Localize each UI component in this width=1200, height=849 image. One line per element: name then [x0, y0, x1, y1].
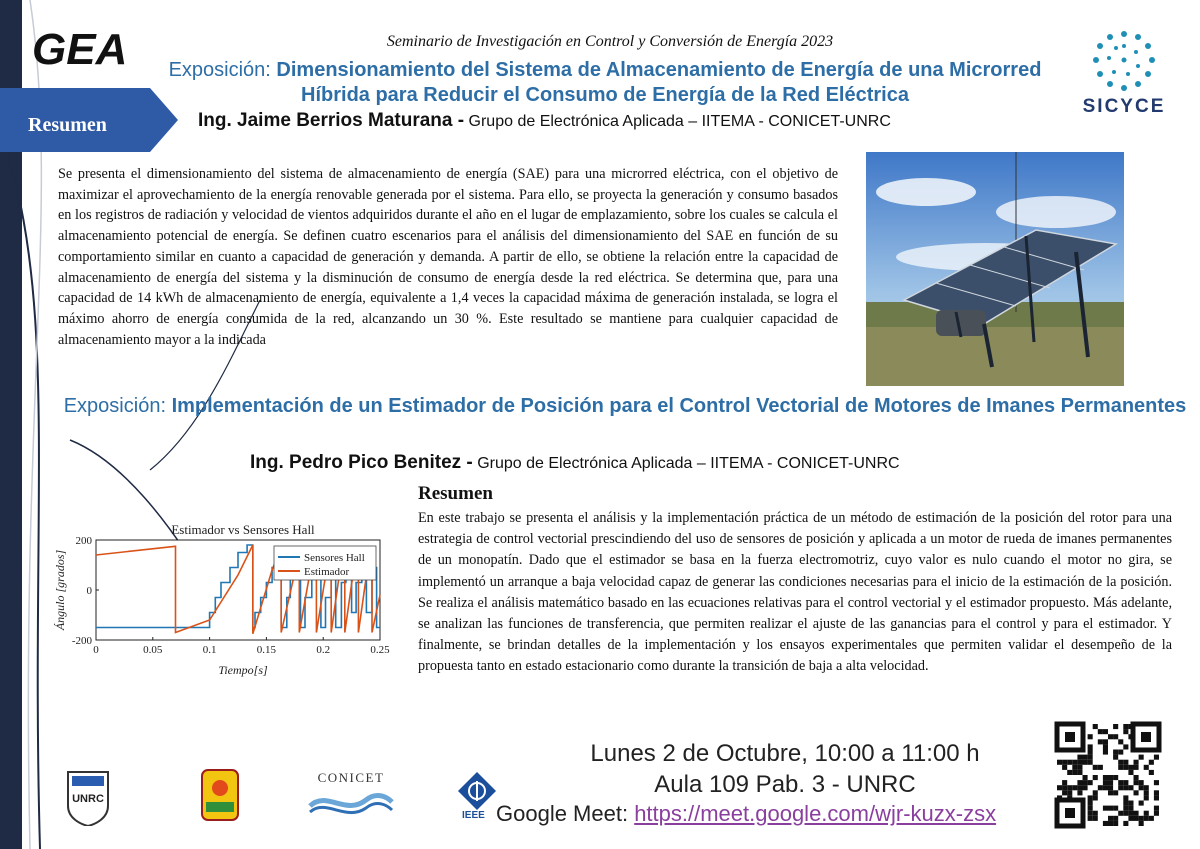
qr-module	[1154, 755, 1159, 760]
talk2-abstract: En este trabajo se presenta el análisis y la implementación práctica de un método de estimación de la posición del rotor para una estrategia de control vectorial prescindiendo del uso de sensores de posición y aplicada a un motor de rueda de imanes permanentes de un monopatín. Dado que el estimador se basa en la fuerza electromotriz, cuyo valor es nulo cuando el motor no gira, se implementó un arranque a baja velocidad capaz de generar las condiciones necesarias para el inicio de la estimación de la posición. Se realiza el análisis matemático basado en las ecuaciones relativas para el control vectorial y el estimador propuesto. Más adelante, se analizan las funciones de transferencia, que permiten realizar el ajuste de las ganancias para el control y para el estimador. Y finalmente, se brindan detalles de la implementación y los ensayos experimentales que permiten validar el desempeño de la propuesta tanto en estado estacionario como durante la transición de baja a alta velocidad.	[418, 510, 1172, 675]
chart-ylabel: Ángulo [grados]	[53, 549, 67, 631]
qr-module	[1093, 811, 1098, 816]
conicet-logo	[306, 786, 396, 820]
qr-module	[1103, 739, 1108, 744]
qr-module	[1077, 760, 1082, 765]
talk1-author-line	[198, 110, 1028, 132]
estimator-chart	[48, 516, 398, 692]
qr-module	[1113, 755, 1118, 760]
chart-xtick-label: 0.15	[256, 644, 277, 656]
sicyce-logo-text: SICYCE	[1082, 96, 1166, 117]
chart-xtick-label: 0.05	[143, 644, 163, 656]
talk2-author-line	[250, 452, 1070, 474]
talk1-author: Ing. Jaime Berrios Maturana -	[198, 110, 465, 131]
qr-module	[1072, 770, 1077, 775]
ged-logo	[30, 22, 132, 72]
qr-module	[1098, 729, 1103, 734]
qr-module	[1093, 765, 1098, 770]
qr-module	[1077, 785, 1082, 790]
qr-module	[1083, 755, 1088, 760]
meet-label: Google Meet:	[496, 801, 635, 826]
qr-module	[1149, 760, 1154, 765]
chart-xlabel: Tiempo[s]	[218, 663, 268, 677]
svg-text:UNRC: UNRC	[72, 793, 104, 805]
qr-module	[1108, 780, 1113, 785]
qr-module	[1113, 816, 1118, 821]
talk2-author: Ing. Pedro Pico Benitez -	[250, 452, 473, 473]
event-meet-line	[496, 801, 996, 827]
qr-module	[1154, 806, 1159, 811]
qr-module	[1118, 765, 1123, 770]
solar-panel-photo	[866, 152, 1124, 386]
qr-module	[1144, 811, 1149, 816]
talk2-resumen-heading: Resumen	[418, 483, 493, 504]
qr-module	[1098, 765, 1103, 770]
qr-module	[1123, 729, 1128, 734]
qr-module	[1118, 785, 1123, 790]
qr-module	[1113, 821, 1118, 826]
qr-module	[1077, 790, 1082, 795]
qr-module	[1093, 724, 1098, 729]
qr-module	[1062, 780, 1067, 785]
ged-logo-text: GEA	[32, 25, 128, 72]
chart-ytick-label: -200	[71, 635, 92, 647]
qr-module	[1062, 785, 1067, 790]
qr-module	[1123, 806, 1128, 811]
seminar-title: Seminario de Investigación en Control y Conversión de Energía 2023	[386, 33, 834, 50]
ingenieria-logo	[200, 768, 240, 822]
qr-module	[1057, 785, 1062, 790]
qr-module	[1077, 755, 1082, 760]
talk1-prefix: Exposición:	[168, 59, 277, 81]
qr-module	[1098, 785, 1103, 790]
qr-module	[1083, 760, 1088, 765]
qr-module	[1134, 765, 1139, 770]
talk1-title-text: Dimensionamiento del Sistema de Almacenamiento de Energía de una Microrred Híbrida para Reducir el Consumo de Energía de la Red Eléctrica	[276, 59, 1042, 106]
qr-module	[1128, 785, 1133, 790]
qr-module	[1113, 750, 1118, 755]
qr-module	[1077, 770, 1082, 775]
unrc-logo	[66, 768, 110, 826]
qr-module	[1128, 811, 1133, 816]
chart-legend-label: Sensores Hall	[304, 552, 365, 564]
qr-module	[1057, 760, 1062, 765]
qr-module	[1083, 775, 1088, 780]
qr-module	[1077, 780, 1082, 785]
qr-module	[1123, 780, 1128, 785]
qr-module	[1128, 816, 1133, 821]
talk1-title	[160, 58, 1050, 108]
qr-module	[1103, 806, 1108, 811]
qr-module	[1108, 775, 1113, 780]
qr-module	[1072, 760, 1077, 765]
qr-module	[1123, 744, 1128, 749]
ribbon-label: Resumen	[28, 114, 107, 136]
qr-module	[1123, 821, 1128, 826]
qr-module	[1128, 806, 1133, 811]
qr-module	[1113, 806, 1118, 811]
qr-module	[1067, 760, 1072, 765]
qr-module	[1103, 775, 1108, 780]
chart-legend	[274, 546, 376, 580]
qr-module	[1062, 760, 1067, 765]
event-datetime: Lunes 2 de Octubre, 10:00 a 11:00 h	[590, 740, 980, 767]
qr-module	[1113, 775, 1118, 780]
qr-module	[1113, 734, 1118, 739]
chart-xtick-label: 0	[93, 644, 99, 656]
qr-module	[1093, 816, 1098, 821]
qr-module	[1154, 795, 1159, 800]
qr-module	[1123, 724, 1128, 729]
qr-module	[1093, 795, 1098, 800]
qr-module	[1154, 780, 1159, 785]
qr-module	[1134, 780, 1139, 785]
chart-ytick-label: 200	[75, 535, 92, 547]
qr-module	[1134, 775, 1139, 780]
qr-module	[1098, 739, 1103, 744]
qr-module	[1108, 785, 1113, 790]
qr-module	[1108, 734, 1113, 739]
chart-xtick-label: 0.25	[370, 644, 390, 656]
qr-module	[1144, 785, 1149, 790]
qr-module	[1139, 755, 1144, 760]
qr-module	[1072, 765, 1077, 770]
qr-module	[1088, 806, 1093, 811]
chart-xtick-label: 0.2	[316, 644, 331, 656]
qr-module	[1144, 765, 1149, 770]
qr-module	[1118, 811, 1123, 816]
qr-module	[1103, 821, 1108, 826]
qr-module	[1134, 816, 1139, 821]
talk2-prefix: Exposición:	[63, 395, 172, 417]
qr-module	[1077, 765, 1082, 770]
qr-module	[1113, 790, 1118, 795]
chart-ytick-label: 0	[86, 585, 92, 597]
qr-module	[1103, 785, 1108, 790]
qr-module	[1134, 811, 1139, 816]
qr-module	[1067, 790, 1072, 795]
qr-module	[1118, 750, 1123, 755]
chart-legend-label: Estimador	[304, 566, 350, 578]
qr-module	[1139, 785, 1144, 790]
qr-module	[1088, 750, 1093, 755]
qr-module	[1108, 821, 1113, 826]
qr-module	[1062, 765, 1067, 770]
meet-link[interactable]: https://meet.google.com/wjr-kuzx-zsx	[634, 801, 997, 826]
talk1-abstract: Se presenta el dimensionamiento del sistema de almacenamiento de energía (SAE) para una microrred eléctrica, con el objetivo de maximizar el aprovechamiento de la energía renovable generada por el sistema. Para ello, se proyecta la generación y consumo basados en los registros de radiación y velocidad de vientos adquiridos durante el año en el lugar de emplazamiento, sobre los cuales se calcula el almacenamiento potencial de energía. Se definen cuatro escenarios para el análisis del dimensionamiento del SAE en función de su comportamiento similar en cuanto a capacidad de generación y demanda. A partir de ello, se obtiene la relación entre la capacidad de almacenamiento de energía del sistema y la disminución de consumo de energía desde la red eléctrica. Se determina que, para una capacidad de 14 kWh de almacenamiento de energía, equivalente a 1,4 veces la capacidad máxima de generación instalada, se logra el máximo ahorro de energía consumida de la red, alcanzando un 30 %. Este resultado se mantiene para cualquier capacidad de almacenamiento mayor a la indicada	[58, 166, 838, 348]
qr-module	[1154, 811, 1159, 816]
qr-module	[1134, 790, 1139, 795]
qr-module	[1093, 790, 1098, 795]
event-room: Aula 109 Pab. 3 - UNRC	[654, 771, 916, 798]
qr-module	[1108, 790, 1113, 795]
qr-module	[1128, 770, 1133, 775]
qr-module	[1139, 816, 1144, 821]
qr-module	[1088, 744, 1093, 749]
qr-module	[1144, 816, 1149, 821]
qr-module	[1108, 816, 1113, 821]
qr-module	[1062, 790, 1067, 795]
qr-module	[1123, 801, 1128, 806]
qr-module	[1123, 765, 1128, 770]
qr-module	[1067, 770, 1072, 775]
qr-module	[1113, 724, 1118, 729]
qr-module	[1123, 785, 1128, 790]
qr-module	[1067, 785, 1072, 790]
qr-module	[1139, 821, 1144, 826]
talk1-group: Grupo de Electrónica Aplicada – IITEMA - CONICET-UNRC	[468, 113, 891, 130]
qr-module	[1088, 811, 1093, 816]
qr-module	[1083, 785, 1088, 790]
qr-module	[1123, 795, 1128, 800]
qr-module	[1088, 816, 1093, 821]
qr-module	[1139, 780, 1144, 785]
talk2-title-text: Implementación de un Estimador de Posición para el Control Vectorial de Motores de Imanes Permanentes	[171, 395, 1187, 417]
qr-module	[1103, 744, 1108, 749]
qr-module	[1139, 801, 1144, 806]
qr-module	[1083, 780, 1088, 785]
qr-module	[1103, 780, 1108, 785]
qr-module	[1149, 770, 1154, 775]
qr-module	[1088, 734, 1093, 739]
qr-module	[1134, 760, 1139, 765]
qr-module	[1088, 801, 1093, 806]
qr-module	[1088, 755, 1093, 760]
qr-module	[1088, 780, 1093, 785]
conicet-logo-text: CONICET	[317, 770, 385, 785]
qr-module	[1154, 790, 1159, 795]
talk2-group: Grupo de Electrónica Aplicada – IITEMA - CONICET-UNRC	[477, 455, 900, 472]
chart-xtick-label: 0.1	[202, 644, 217, 656]
qr-module	[1118, 739, 1123, 744]
qr-module	[1123, 760, 1128, 765]
qr-module	[1123, 811, 1128, 816]
qr-module	[1144, 790, 1149, 795]
talk2-title	[60, 394, 1190, 418]
qr-module	[1149, 816, 1154, 821]
qr-module	[1118, 760, 1123, 765]
qr-module	[1093, 775, 1098, 780]
qr-module	[1088, 760, 1093, 765]
chart-title: Estimador vs Sensores Hall	[171, 522, 315, 537]
qr-code[interactable]	[1053, 720, 1163, 830]
qr-module	[1072, 785, 1077, 790]
qr-module	[1128, 801, 1133, 806]
qr-module	[1088, 795, 1093, 800]
qr-module	[1128, 765, 1133, 770]
qr-module	[1108, 806, 1113, 811]
qr-module	[1144, 795, 1149, 800]
qr-module	[1103, 750, 1108, 755]
ieee-logo-text: IEEE	[462, 810, 485, 821]
qr-module	[1103, 729, 1108, 734]
qr-module	[1118, 780, 1123, 785]
